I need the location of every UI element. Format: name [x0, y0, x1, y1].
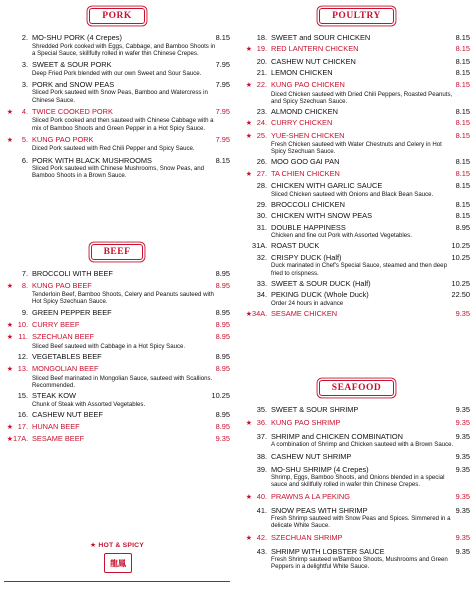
menu-item [243, 212, 470, 221]
poultry-section [243, 8, 470, 322]
item-price: 7.95 [215, 79, 230, 89]
menu-item [243, 406, 470, 415]
hot-spicy-star-icon: ★ [245, 493, 252, 501]
menu-item-header [243, 182, 470, 191]
item-number: 27. [256, 168, 267, 178]
item-number: 31A. [252, 241, 268, 251]
menu-item [4, 34, 230, 57]
item-number: 28. [256, 181, 267, 191]
item-number: 21. [256, 68, 267, 78]
item-price: 9.35 [455, 491, 470, 501]
item-number: 17. [17, 421, 28, 431]
item-description: Chicken and fine cut Pork with Assorted Vegetables. [271, 232, 412, 240]
item-price: 8.15 [455, 157, 470, 167]
item-name: CASHEW NUT SHRIMP [271, 452, 352, 461]
item-number: 10. [17, 319, 28, 329]
item-name: TA CHIEN CHICKEN [271, 169, 340, 178]
menu-item [243, 254, 470, 277]
item-name: SHRIMP and CHICKEN COMBINATION [271, 432, 403, 441]
menu-item-header [243, 406, 470, 415]
menu-item-header [4, 321, 230, 331]
menu-item [4, 61, 230, 77]
item-number: 6. [21, 155, 28, 165]
item-number: 42. [256, 532, 267, 542]
item-number: 34. [256, 289, 267, 299]
menu-item-header [243, 132, 470, 142]
item-description: Tenderloin Beef, Bamboo Shoots, Celery and Peanuts sauteed with Hot Spicy Szechuan Sauce. [32, 291, 214, 306]
item-description: Sliced Pork sauteed with Snow Peas, Bamboo and Watercress in Chinese Sauce. [32, 89, 208, 104]
item-name: CURRY CHICKEN [271, 119, 333, 128]
item-number: 40. [256, 491, 267, 501]
item-price: 8.95 [215, 332, 230, 342]
item-number: 32. [256, 252, 267, 262]
item-number: 35. [256, 405, 267, 414]
item-name: MO-SHU PORK (4 Crepes) [32, 34, 122, 42]
menu-item-header [243, 280, 470, 289]
menu-item-header [243, 119, 470, 129]
item-name: TWICE COOKED PORK [32, 107, 113, 116]
hot-spicy-legend: ★ HOT & SPICY [89, 542, 144, 549]
menu-item [4, 435, 230, 445]
item-number: 38. [256, 451, 267, 461]
item-price: 8.15 [455, 118, 470, 128]
item-name: SWEET & SOUR SHRIMP [271, 406, 359, 414]
menu-item-header [243, 534, 470, 544]
menu-item [243, 45, 470, 55]
item-price: 8.15 [455, 33, 470, 42]
item-number: 26. [256, 157, 267, 167]
item-name: CURRY BEEF [32, 320, 80, 329]
menu-item-header [243, 419, 470, 429]
item-name: ALMOND CHICKEN [271, 107, 338, 116]
item-price: 8.15 [455, 79, 470, 89]
item-price: 9.35 [455, 308, 470, 318]
item-number: 2. [21, 33, 28, 42]
item-name: PRAWNS A LA PEKING [271, 492, 350, 501]
item-price: 8.15 [455, 130, 470, 140]
item-number: 39. [256, 464, 267, 474]
item-price: 9.35 [455, 417, 470, 427]
menu-item [243, 108, 470, 117]
menu-item [243, 81, 470, 105]
menu-item-header [4, 423, 230, 433]
menu-item [4, 365, 230, 389]
menu-item [243, 69, 470, 78]
item-price: 9.35 [455, 405, 470, 414]
pork-list [4, 34, 230, 179]
item-price: 9.35 [215, 434, 230, 444]
menu-item [243, 34, 470, 43]
item-number: 43. [256, 546, 267, 556]
menu-item-header [243, 158, 470, 167]
menu-item [4, 309, 230, 318]
item-name: CHICKEN WITH SNOW PEAS [271, 212, 373, 221]
hot-spicy-star-icon: ★ [245, 534, 252, 542]
item-number: 18. [256, 33, 267, 42]
item-price: 8.95 [215, 269, 230, 278]
item-price: 9.35 [455, 505, 470, 515]
menu-item [243, 170, 470, 180]
menu-item-header [4, 353, 230, 362]
item-name: RED LANTERN CHICKEN [271, 45, 359, 54]
item-price: 8.95 [215, 319, 230, 329]
item-description: Fresh Shrimp sauteed w/Bamboo Shoots, Mushrooms and Green Peppers in a delightful White Sauce. [271, 556, 448, 571]
restaurant-seal-logo: 龍鳳 [104, 553, 132, 573]
item-price: 9.35 [455, 431, 470, 441]
item-number: 3. [21, 59, 28, 69]
menu-item-header [243, 108, 470, 117]
item-price: 10.25 [211, 390, 230, 400]
menu-item-header [4, 108, 230, 118]
item-price: 7.95 [215, 106, 230, 116]
hot-spicy-star-icon: ★ [245, 419, 252, 427]
item-name: CASHEW NUT CHICKEN [271, 57, 356, 66]
menu-item [4, 270, 230, 279]
item-name: KUNG PAO SHRIMP [271, 418, 341, 427]
item-price: 8.95 [215, 409, 230, 419]
item-name: LEMON CHICKEN [271, 69, 333, 78]
item-price: 22.50 [451, 289, 470, 299]
menu-item [243, 453, 470, 462]
item-description: Fresh Shrimp sauteed with Snow Peas and Spices. Simmered in a delicate White Sauce. [271, 515, 451, 530]
item-number: 41. [256, 505, 267, 515]
menu-item-header [4, 435, 230, 445]
menu-item-header [243, 224, 470, 233]
menu-item-header [243, 34, 470, 43]
menu-item-header [4, 411, 230, 420]
menu-item [4, 411, 230, 420]
item-number: 19. [256, 44, 267, 54]
menu-item [243, 132, 470, 156]
item-description: Chunk of Steak with Assorted Vegetables. [32, 400, 146, 408]
item-number: 16. [17, 409, 28, 419]
item-price: 8.15 [455, 211, 470, 221]
menu-item [4, 157, 230, 180]
item-number: 9. [21, 307, 28, 317]
menu-item-header [243, 254, 470, 263]
item-description: A combination of Shrimp and Chicken sauteed with a Brown Sauce. [271, 441, 454, 449]
menu-item [243, 291, 470, 307]
item-number: 12. [17, 352, 28, 362]
menu-item [4, 108, 230, 132]
item-name: SHRIMP WITH LOBSTER SAUCE [271, 547, 385, 556]
item-description: Deep Fried Pork blended with our own Sweet and Sour Sauce. [32, 69, 202, 77]
item-name: SNOW PEAS WITH SHRIMP [271, 506, 368, 515]
menu-item [243, 493, 470, 503]
menu-item-header [243, 291, 470, 300]
menu-item-header [4, 309, 230, 318]
hot-spicy-star-icon: ★ [6, 334, 13, 342]
pork-title: PORK [89, 8, 144, 24]
hot-spicy-star-icon: ★ [6, 423, 13, 431]
item-number: 20. [256, 56, 267, 66]
item-name: CASHEW NUT BEEF [32, 410, 103, 419]
item-price: 8.15 [455, 181, 470, 191]
beef-list [4, 270, 230, 445]
item-price: 8.15 [215, 155, 230, 165]
menu-item-header [4, 61, 230, 70]
item-price: 8.95 [215, 307, 230, 317]
item-price: 9.35 [455, 451, 470, 461]
menu-item-header [4, 365, 230, 375]
item-number: 37. [256, 431, 267, 441]
item-number: 36. [256, 417, 267, 427]
item-name: SWEET & SOUR PORK [32, 60, 112, 69]
menu-item [4, 392, 230, 408]
item-price: 8.95 [215, 421, 230, 431]
item-name: YUE-SHEN CHICKEN [271, 131, 345, 140]
menu-item-header [243, 507, 470, 516]
hot-spicy-star-icon: ★ [6, 436, 13, 444]
hot-spicy-star-icon: ★ [6, 321, 13, 329]
item-description: Shredded Pork cooked with Eggs, Cabbage, and Bamboo Shoots in a Special Sauce, skillfully rolled in wafer thin Chinese Crepes. [32, 42, 216, 57]
menu-item [243, 310, 470, 320]
item-name: ROAST DUCK [271, 242, 320, 251]
menu-item-header [243, 310, 470, 320]
menu-item-header [4, 136, 230, 146]
menu-item-header [4, 282, 230, 292]
item-description: Diced Pork sauteed with Red Chili Pepper and Spicy Sauce. [32, 145, 195, 153]
menu-item [243, 158, 470, 167]
item-price: 10.25 [451, 252, 470, 262]
menu-item [4, 333, 230, 350]
item-price: 8.15 [455, 199, 470, 209]
hot-spicy-star-icon: ★ [245, 132, 252, 140]
menu-item [243, 201, 470, 210]
item-price: 8.95 [215, 352, 230, 362]
item-price: 8.15 [455, 44, 470, 54]
menu-item-header [4, 157, 230, 166]
item-number: 25. [256, 130, 267, 140]
menu-item-header [243, 242, 470, 251]
menu-item-header [243, 453, 470, 462]
item-name: HUNAN BEEF [32, 422, 80, 431]
item-description: Sliced Beef sauteed with Cabbage in a Hot Spicy Sauce. [32, 342, 186, 350]
item-name: SWEET and SOUR CHICKEN [271, 34, 371, 42]
item-price: 9.35 [455, 546, 470, 556]
item-price: 8.15 [455, 68, 470, 78]
item-name: CHICKEN WITH GARLIC SAUCE [271, 182, 383, 191]
seafood-section [243, 380, 470, 575]
menu-item [243, 534, 470, 544]
menu-item-header [243, 493, 470, 503]
item-number: 24. [256, 118, 267, 128]
item-name: PORK WITH BLACK MUSHROOMS [32, 156, 152, 165]
seafood-title: SEAFOOD [319, 380, 394, 396]
item-name: SZECHUAN SHRIMP [271, 533, 343, 542]
item-name: PORK and SNOW PEAS [32, 80, 115, 89]
item-number: 34A. [252, 308, 268, 318]
menu-item [243, 58, 470, 67]
item-number: 22. [256, 79, 267, 89]
item-price: 8.15 [455, 168, 470, 178]
item-name: GREEN PEPPER BEEF [32, 308, 112, 317]
menu-item [243, 242, 470, 251]
menu-item-header [243, 548, 470, 557]
menu-item [4, 136, 230, 153]
bottom-divider [4, 581, 230, 582]
item-price: 10.25 [451, 278, 470, 288]
menu-item [4, 81, 230, 104]
item-number: 33. [256, 278, 267, 288]
item-number: 29. [256, 199, 267, 209]
item-price: 9.35 [455, 532, 470, 542]
item-name: BROCCOLI WITH BEEF [32, 270, 113, 278]
menu-item [4, 423, 230, 433]
item-price: 10.25 [451, 241, 470, 251]
item-price: 8.95 [215, 280, 230, 290]
item-description: Sliced Beef marinated in Mongolian Sauce, sauteed with Scallions. Recommended. [32, 374, 213, 389]
menu-item [4, 321, 230, 331]
item-name: MO-SHU SHRIMP (4 Crepes) [271, 465, 369, 474]
item-description: Sliced Chicken sauteed with Onions and Black Bean Sauce. [271, 190, 434, 198]
item-number: 8. [21, 280, 28, 290]
item-name: KUNG PAO CHICKEN [271, 80, 345, 89]
hot-spicy-star-icon: ★ [6, 365, 13, 373]
menu-item [243, 119, 470, 129]
item-name: KUNG PAO PORK [32, 135, 94, 144]
hot-spicy-star-icon: ★ [245, 46, 252, 54]
item-number: 31. [256, 222, 267, 232]
item-name: CRISPY DUCK (Half) [271, 253, 342, 262]
item-name: KUNG PAO BEEF [32, 281, 92, 290]
item-price: 7.95 [215, 59, 230, 69]
hot-spicy-star-icon: ★ [245, 310, 252, 318]
menu-item-header [4, 81, 230, 90]
item-number: 15. [17, 390, 28, 400]
menu-item [243, 280, 470, 289]
hot-spicy-star-icon: ★ [6, 282, 13, 290]
poultry-list [243, 34, 470, 319]
menu-item-header [4, 270, 230, 279]
item-price: 8.15 [455, 106, 470, 116]
item-name: SZECHUAN BEEF [32, 333, 95, 342]
item-number: 23. [256, 106, 267, 116]
hot-spicy-star-icon: ★ [245, 81, 252, 89]
item-number: 17A. [13, 434, 29, 444]
menu-item [243, 224, 470, 240]
item-description: Order 24 hours in advance [271, 299, 344, 307]
item-description: Duck marinated in Chef's Special Sauce, steamed and then deep fried to crispness. [271, 262, 447, 277]
menu-item [243, 182, 470, 198]
item-description: Shrimp, Eggs, Bamboo Shoots, and Onions blended in a special sauce and skillfully rolled in wafer thin Chinese Crepes. [271, 474, 445, 489]
pork-section [4, 8, 230, 184]
item-price: 8.95 [215, 363, 230, 373]
item-name: VEGETABLES BEEF [32, 353, 102, 362]
hot-spicy-star-icon: ★ [245, 120, 252, 128]
item-price: 8.15 [455, 56, 470, 66]
item-name: STEAK KOW [32, 391, 76, 400]
item-description: Sliced Pork cooked and then sauteed with Chinese Cabbage with a mix of Bamboo Shoots and Green Pepper in a Hot Spicy Sauce. [32, 117, 214, 132]
item-name: MOO GOO GAI PAN [271, 158, 340, 167]
item-name: SWEET & SOUR DUCK (Half) [271, 279, 371, 288]
menu-item-header [243, 466, 470, 475]
menu-item-header [243, 433, 470, 442]
hot-spicy-star-icon: ★ [6, 108, 13, 116]
poultry-title: POULTRY [319, 8, 394, 24]
item-number: 13. [17, 363, 28, 373]
menu-item-header [4, 34, 230, 43]
item-name: PEKING DUCK (Whole Duck) [271, 290, 369, 299]
item-name: BROCCOLI CHICKEN [271, 200, 345, 209]
menu-item [243, 548, 470, 571]
hot-spicy-star-icon: ★ [245, 170, 252, 178]
menu-item [4, 282, 230, 306]
menu-item-header [243, 81, 470, 91]
menu-item-header [4, 392, 230, 401]
item-number: 4. [21, 106, 28, 116]
beef-title: BEEF [91, 244, 144, 260]
hot-spicy-star-icon: ★ [6, 136, 13, 144]
menu-item-header [243, 212, 470, 221]
item-name: DOUBLE HAPPINESS [271, 223, 346, 232]
item-description: Diced Chicken sauteed with Dried Chili Peppers, Roasted Peanuts, and Spicy Szechuan Sauce. [271, 90, 453, 105]
menu-item [243, 433, 470, 449]
menu-item-header [243, 45, 470, 55]
menu-item-header [243, 201, 470, 210]
menu-item [243, 419, 470, 429]
item-number: 30. [256, 211, 267, 221]
item-price: 8.95 [455, 222, 470, 232]
beef-section [4, 244, 230, 448]
item-name: SESAME CHICKEN [271, 309, 338, 318]
menu-item [243, 507, 470, 530]
item-name: MONGOLIAN BEEF [32, 364, 99, 373]
item-number: 5. [21, 134, 28, 144]
seafood-list [243, 406, 470, 570]
menu-item-header [243, 170, 470, 180]
item-number: 11. [18, 332, 28, 342]
menu-item-header [243, 58, 470, 67]
item-number: 7. [21, 269, 28, 278]
menu-item-header [4, 333, 230, 343]
item-price: 9.35 [455, 464, 470, 474]
menu-item [243, 466, 470, 489]
menu-item-header [243, 69, 470, 78]
menu-item [4, 353, 230, 362]
item-description: Fresh Chicken sauteed with Water Chestnuts and Celery in Hot Spicy Szechuan Sauce. [271, 141, 442, 156]
item-price: 8.15 [215, 33, 230, 42]
item-price: 7.95 [215, 134, 230, 144]
item-number: 3. [21, 79, 28, 89]
item-description: Sliced Pork sauteed with Chinese Mushrooms, Snow Peas, and Bamboo Shoots in a Brown Sauce. [32, 165, 205, 180]
item-name: SESAME BEEF [32, 435, 85, 444]
